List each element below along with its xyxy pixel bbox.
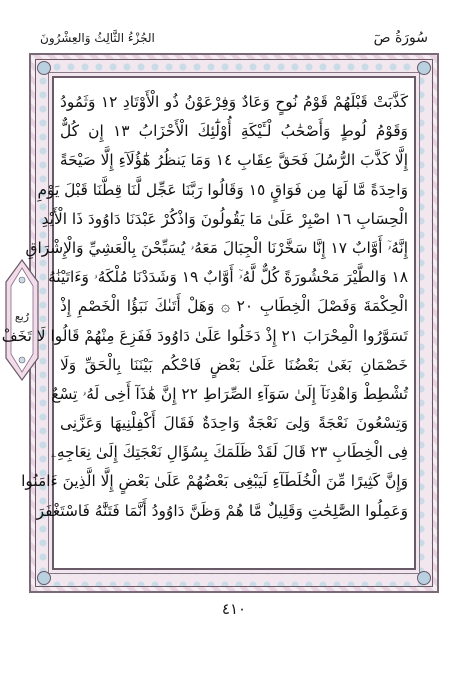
text-line: وَإِنَّ كَثِيرًا مِّنَ الْخُلَطَآءِ لَيَبْغِى بَعْضُهُمْ عَلَىٰ بَعْضٍ إِلَّا الَّذِينَ ءَامَنُوا [21,472,408,491]
text-line: الْحِكْمَةَ وَفَصْلَ الْخِطَابِ ٢٠ ۞ وَهَلْ أَتَىٰكَ نَبَؤُا الْخَصْمِ إِذْ [60,297,408,316]
text-line: فِى الْخِطَابِ ٢٣ قَالَ لَقَدْ ظَلَمَكَ بِسُؤَالِ نَعْجَتِكَ إِلَىٰ نِعَاجِهِۦ [51,443,408,462]
rub-marker-icon [2,258,42,382]
corner-ornament-icon [37,61,51,75]
juz-name: الجُزْءُ الثَّالِثُ وَالعِشْرُونَ [40,31,155,45]
text-line: خَصْمَانِ بَغَىٰ بَعْضُنَا عَلَىٰ بَعْضٍ فَاحْكُم بَيْنَنَا بِالْحَقِّ وَلَا [60,355,408,374]
text-line: وَقَوْمُ لُوطٍ وَأَصْحَٰبُ لْـَٔيْكَةِ أُوْلَٰٓئِكَ الْأَحْزَابُ ١٣ إِن كُلٌّ [60,122,408,141]
text-line: تُشْطِطْ وَاهْدِنَآ إِلَىٰ سَوَآءِ الصِّرَاطِ ٢٢ إِنَّ هَٰذَآ أَخِى لَهُۥ تِسْعٌ [51,384,408,403]
surah-name: سُورَةُ صٓ [373,30,428,46]
corner-ornament-icon [417,571,431,585]
text-line: وَعَمِلُوا الصَّٰلِحَٰتِ وَقَلِيلٌ مَّا هُمْ وَظَنَّ دَاوُودُ أَنَّمَا فَتَنَّٰهُ فَاسْتَغْفَرَ [36,501,408,520]
page-number: ٤١٠ [221,600,247,618]
text-line: وَتِسْعُونَ نَعْجَةً وَلِىَ نَعْجَةٌ وَاحِدَةٌ فَقَالَ أَكْفِلْنِيهَا وَعَزَّنِى [60,414,408,433]
corner-ornament-icon [37,571,51,585]
text-line: تَسَوَّرُوا الْمِحْرَابَ ٢١ إِذْ دَخَلُوا عَلَىٰ دَاوُودَ فَفَزِعَ مِنْهُمْ قَالُوا لَا تَخَفْ [1,326,408,345]
text-line: وَاحِدَةً مَّا لَهَا مِن فَوَاقٍ ١٥ وَقَالُوا رَبَّنَا عَجِّل لَّنَا قِطَّنَا قَبْلَ يَوْمِ [37,180,408,199]
page-header [40,28,428,48]
text-line: إِنَّهُۥٓ أَوَّابٌ ١٧ إِنَّا سَخَّرْنَا الْجِبَالَ مَعَهُۥ يُسَبِّحْنَ بِالْعَشِيِّ وَالْإِشْرَاقِ [25,238,408,257]
text-line: كَذَّبَتْ قَبْلَهُمْ قَوْمُ نُوحٍ وَعَادٌ وَفِرْعَوْنُ ذُو الْأَوْتَادِ ١٢ وَثَمُودُ [60,93,409,111]
corner-ornament-icon [417,61,431,75]
text-line: ١٨ وَالطَّيْرَ مَحْشُورَةً كُلٌّ لَّهُۥٓ أَوَّابٌ ١٩ وَشَدَدْنَا مُلْكَهُۥ وَءَاتَيْنَٰهُ [48,268,408,287]
text-line: إِلَّا كَذَّبَ الرُّسُلَ فَحَقَّ عِقَابِ ١٤ وَمَا يَنظُرُ هَٰٓؤُلَآءِ إِلَّا صَيْحَةً [59,151,408,170]
text-line: الْحِسَابِ ١٦ اصْبِرْ عَلَىٰ مَا يَقُولُونَ وَاذْكُرْ عَبْدَنَا دَاوُودَ ذَا الْأَيْدِ [41,209,408,228]
side-marker-label: رُبع [14,310,30,323]
